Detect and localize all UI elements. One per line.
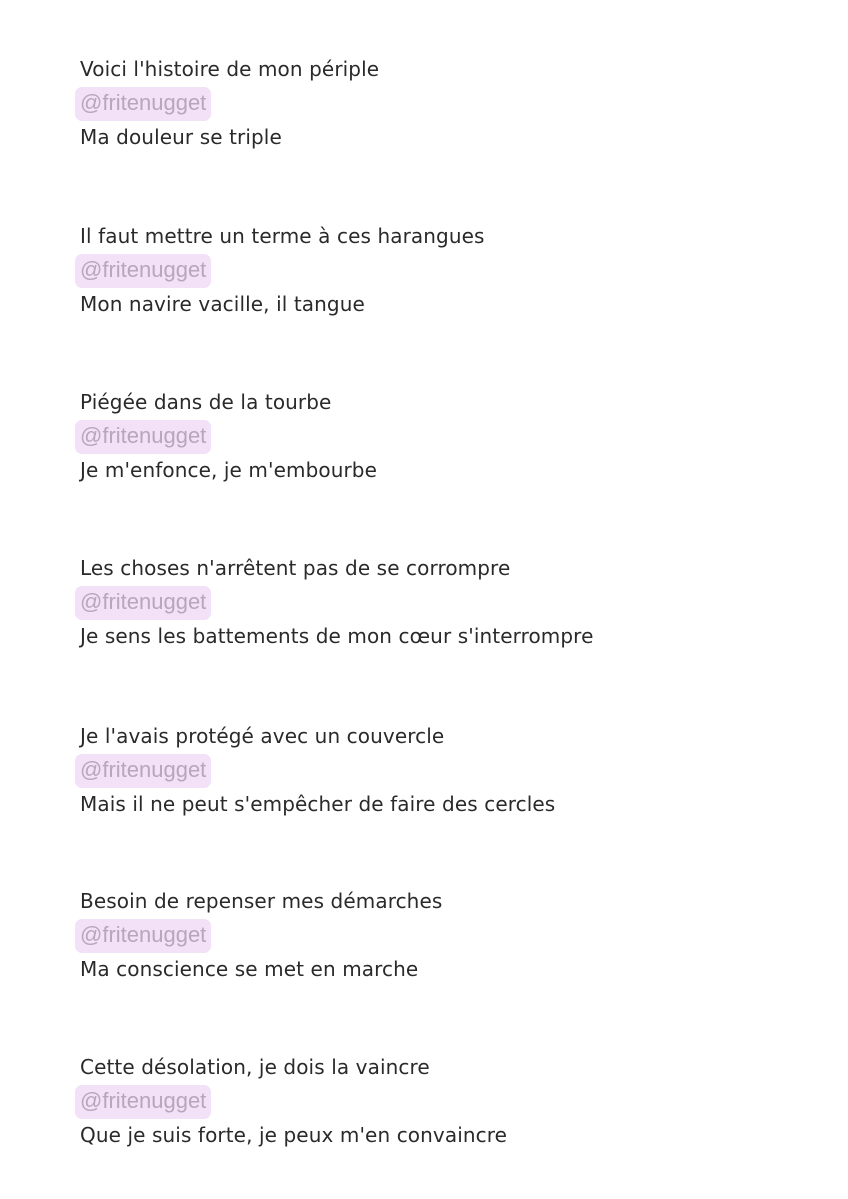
stanza: [80, 222, 780, 318]
stanza: [80, 55, 780, 151]
watermark-tag: @fritenugget: [75, 254, 211, 288]
watermark-tag: @fritenugget: [75, 754, 211, 788]
verse-line: Je l'avais protégé avec un couvercle: [80, 724, 445, 748]
watermark-tag: @fritenugget: [75, 586, 211, 620]
stanza: [80, 1053, 780, 1149]
verse-line: Voici l'histoire de mon périple: [80, 57, 380, 81]
verse-line: Les choses n'arrêtent pas de se corrompre: [80, 556, 511, 580]
verse-line: Il faut mettre un terme à ces harangues: [80, 224, 485, 248]
verse-line: Mais il ne peut s'empêcher de faire des cercles: [80, 792, 556, 816]
verse-line: Je sens les battements de mon cœur s'interrompre: [80, 624, 594, 648]
verse-line: Je m'enfonce, je m'embourbe: [80, 458, 378, 482]
verse-line: Ma douleur se triple: [80, 125, 282, 149]
verse-line: Besoin de repenser mes démarches: [80, 889, 443, 913]
verse-line: Ma conscience se met en marche: [80, 957, 419, 981]
watermark-tag: @fritenugget: [75, 919, 211, 953]
verse-line: Piégée dans de la tourbe: [80, 390, 332, 414]
watermark-tag: @fritenugget: [75, 420, 211, 454]
stanza: [80, 887, 780, 983]
watermark-tag: @fritenugget: [75, 1085, 211, 1119]
stanza: [80, 554, 780, 650]
verse-line: Mon navire vacille, il tangue: [80, 292, 365, 316]
watermark-tag: @fritenugget: [75, 87, 211, 121]
stanza: [80, 722, 780, 818]
verse-line: Cette désolation, je dois la vaincre: [80, 1055, 430, 1079]
stanza: [80, 388, 780, 484]
verse-line: Que je suis forte, je peux m'en convaincre: [80, 1123, 508, 1147]
